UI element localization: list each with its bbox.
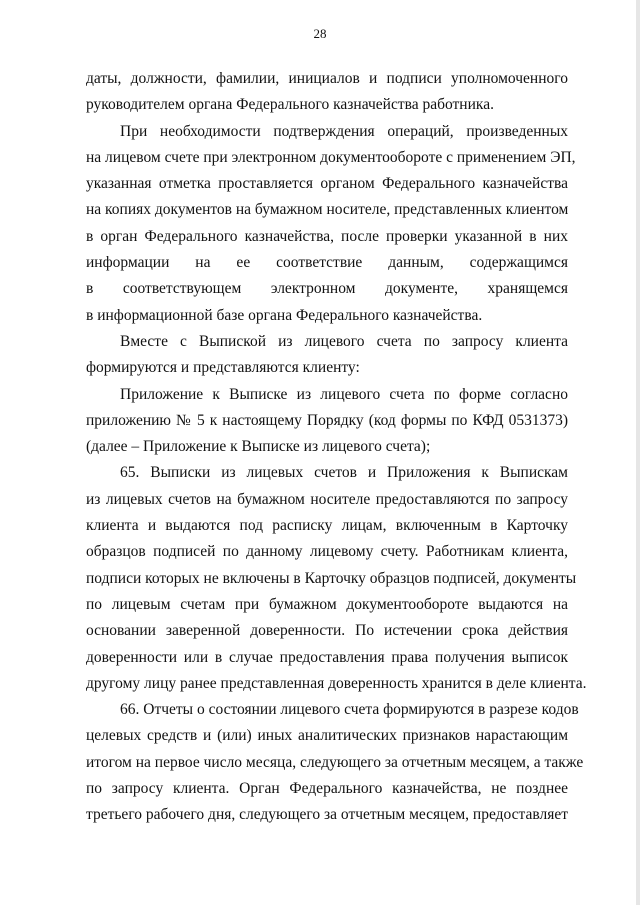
text-line: в орган Федерального казначейства, после проверки указанной в них bbox=[86, 227, 568, 245]
paragraph-appendix bbox=[86, 382, 568, 461]
text-line: доверенности или в случае предоставления права получения выписок bbox=[86, 648, 568, 666]
document-body bbox=[86, 66, 587, 829]
text-line: информации на ее соответствие данным, содержащимся bbox=[86, 254, 568, 272]
text-line: руководителем органа Федерального казначейства работника. bbox=[86, 96, 494, 114]
text-line: по лицевым счетам при бумажном документообороте выдаются на bbox=[86, 595, 568, 613]
text-line: При необходимости подтверждения операций, произведенных bbox=[120, 122, 568, 140]
text-line: в соответствующем электронном документе, хранящемся bbox=[86, 280, 568, 298]
text-line: 65. Выписки из лицевых счетов и Приложения к Выпискам bbox=[120, 464, 568, 482]
paragraph-continuation bbox=[86, 66, 568, 119]
text-line: на лицевом счете при электронном документообороте с применением ЭП, bbox=[86, 148, 576, 166]
page-number: 28 bbox=[313, 26, 327, 41]
paragraph-item-66 bbox=[86, 697, 584, 828]
paragraph-together-with-statement bbox=[86, 329, 568, 382]
text-line: приложению № 5 к настоящему Порядку (код формы по КФД 0531373) bbox=[86, 411, 568, 429]
text-line: другому лицу ранее представленная доверенность хранится в деле клиента. bbox=[86, 674, 587, 692]
text-line: Приложение к Выписке из лицевого счета по форме согласно bbox=[120, 385, 568, 403]
text-line: клиента и выдаются под расписку лицам, включенным в Карточку bbox=[86, 517, 568, 535]
text-line: 66. Отчеты о состоянии лицевого счета формируются в разрезе кодов bbox=[120, 701, 579, 719]
text-line: по запросу клиента. Орган Федерального казначейства, не позднее bbox=[86, 780, 568, 798]
text-line: основании заверенной доверенности. По истечении срока действия bbox=[86, 622, 568, 640]
text-line: подписи которых не включены в Карточку образцов подписей, документы bbox=[86, 569, 577, 587]
text-line: (далее – Приложение к Выписке из лицевого счета); bbox=[86, 438, 431, 456]
text-line: формируются и представляются клиенту: bbox=[86, 359, 360, 377]
text-line: в информационной базе органа Федерального казначейства. bbox=[86, 306, 483, 324]
text-line: итогом на первое число месяца, следующего за отчетным месяцем, а также bbox=[86, 753, 584, 771]
text-line: даты, должности, фамилии, инициалов и подписи уполномоченного bbox=[86, 70, 568, 87]
text-line: Вместе с Выпиской из лицевого счета по запросу клиента bbox=[120, 332, 568, 350]
text-line: образцов подписей по данному лицевому счету. Работникам клиента, bbox=[86, 543, 568, 561]
text-line: указанная отметка проставляется органом Федерального казначейства bbox=[86, 175, 568, 193]
text-line: третьего рабочего дня, следующего за отчетным месяцем, предоставляет bbox=[86, 806, 568, 824]
text-line: на копиях документов на бумажном носителе, представленных клиентом bbox=[86, 201, 569, 219]
text-line: из лицевых счетов на бумажном носителе предоставляются по запросу bbox=[86, 490, 568, 508]
scan-edge-divider bbox=[636, 0, 640, 905]
paragraph-confirmation bbox=[86, 119, 576, 329]
text-line: целевых средств и (или) иных аналитических признаков нарастающим bbox=[86, 727, 568, 745]
paragraph-item-65 bbox=[86, 460, 587, 697]
